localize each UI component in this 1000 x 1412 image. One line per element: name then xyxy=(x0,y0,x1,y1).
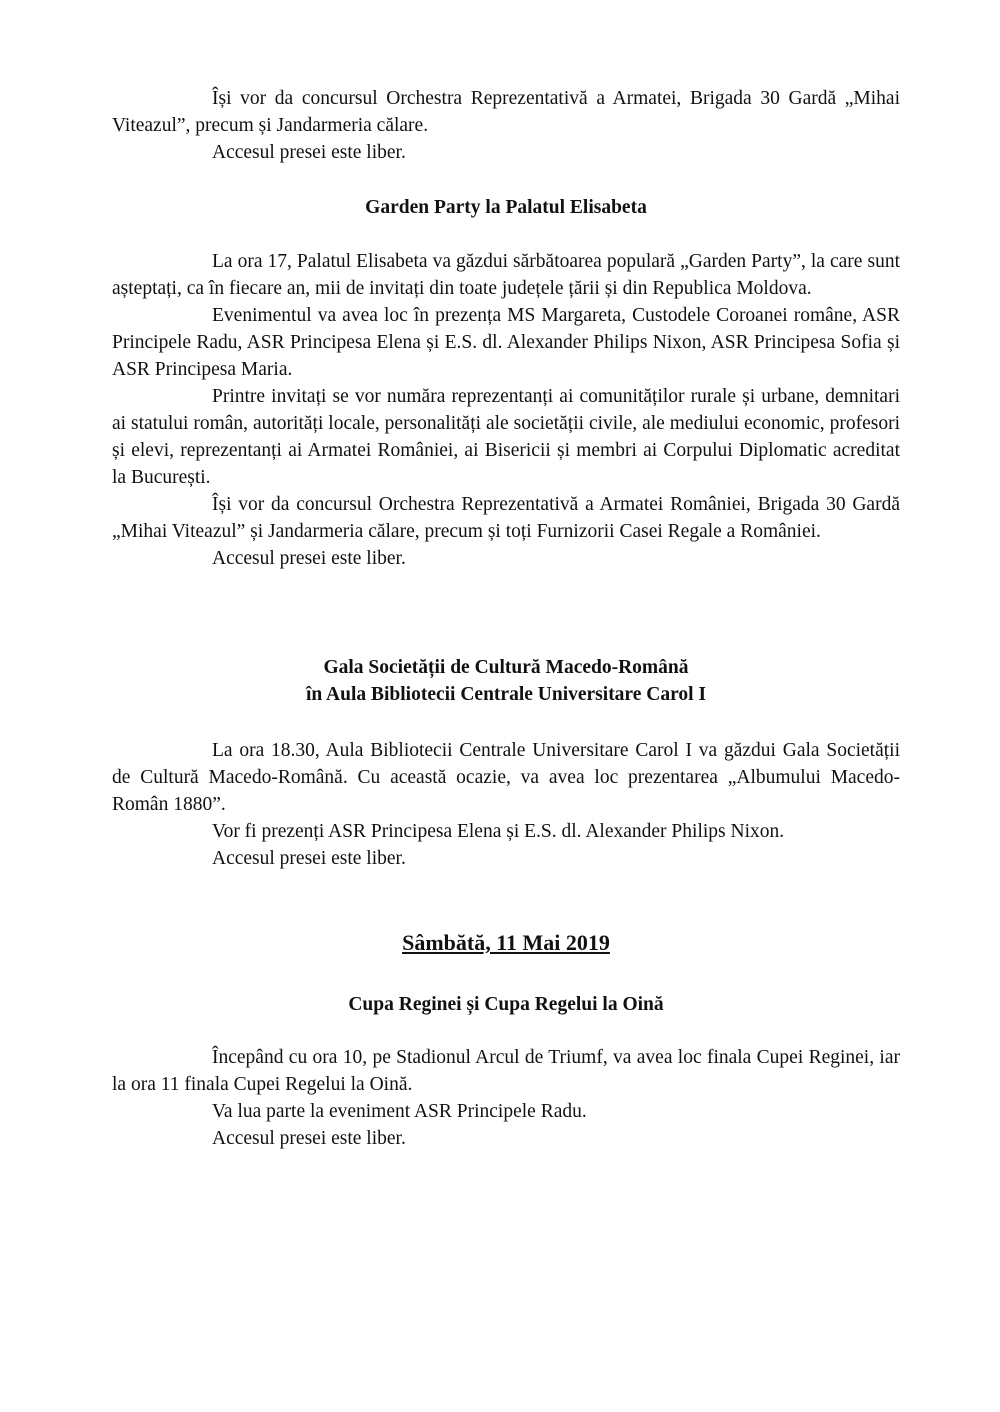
garden-party-paragraph: Își vor da concursul Orchestra Reprezentativă a Armatei României, Brigada 30 Gardă „Mihai Viteazul” și Jandarmeria călare, precum și toți Furnizorii Casei Regale a României. xyxy=(112,494,900,542)
garden-party-paragraph: Evenimentul va avea loc în prezența MS Margareta, Custodele Coroanei române, ASR Principele Radu, ASR Principesa Elena și E.S. dl. Alexander Philips Nixon, ASR Principesa Sofia și ASR Principesa Maria. xyxy=(112,305,900,380)
gala-heading-line1: Gala Societății de Cultură Macedo-Română xyxy=(323,657,689,678)
garden-party-section xyxy=(112,248,900,572)
oina-paragraph: Va lua parte la eveniment ASR Principele Radu. xyxy=(212,1101,587,1122)
garden-party-heading: Garden Party la Palatul Elisabeta xyxy=(365,197,647,218)
oina-paragraph: Începând cu ora 10, pe Stadionul Arcul de Triumf, va avea loc finala Cupei Reginei, iar la ora 11 finala Cupei Regelui la Oină. xyxy=(112,1047,900,1095)
garden-party-paragraph: Printre invitați se vor număra reprezentanți ai comunităților rurale și urbane, demnitari ai statului român, autorități locale, personalități ale societății civile, ale mediului economic, profesori și elevi, reprezentanți ai Armatei României, ai Bisericii și membri ai Corpului Diplomatic acreditat la București. xyxy=(112,386,900,488)
garden-party-press-access: Accesul presei este liber. xyxy=(212,548,406,569)
oina-heading: Cupa Reginei și Cupa Regelui la Oină xyxy=(348,994,664,1015)
gala-heading-line2: în Aula Bibliotecii Centrale Universitare Carol I xyxy=(305,684,707,705)
intro-press-access: Accesul presei este liber. xyxy=(212,142,406,163)
intro-paragraph: Își vor da concursul Orchestra Reprezentativă a Armatei, Brigada 30 Gardă „Mihai Viteazul”, precum și Jandarmeria călare. xyxy=(112,88,900,136)
intro-section xyxy=(112,85,900,166)
gala-press-access: Accesul presei este liber. xyxy=(212,848,406,869)
gala-paragraph: Vor fi prezenți ASR Principesa Elena și E.S. dl. Alexander Philips Nixon. xyxy=(212,821,785,842)
day-heading-text: Sâmbătă, 11 Mai 2019 xyxy=(402,930,610,955)
oina-press-access: Accesul presei este liber. xyxy=(212,1128,406,1149)
day-heading xyxy=(112,928,900,958)
gala-paragraph: La ora 18.30, Aula Bibliotecii Centrale Universitare Carol I va găzdui Gala Societății de Cultură Macedo-Română. Cu această ocazie, va avea loc prezentarea „Albumului Macedo-Român 1880”. xyxy=(112,740,900,815)
garden-party-paragraph: La ora 17, Palatul Elisabeta va găzdui sărbătoarea populară „Garden Party”, la care sunt așteptați, ca în fiecare an, mii de invitați din toate județele țării și din Republica Moldova. xyxy=(112,251,900,299)
gala-section xyxy=(112,737,900,872)
oina-section xyxy=(112,1044,900,1152)
